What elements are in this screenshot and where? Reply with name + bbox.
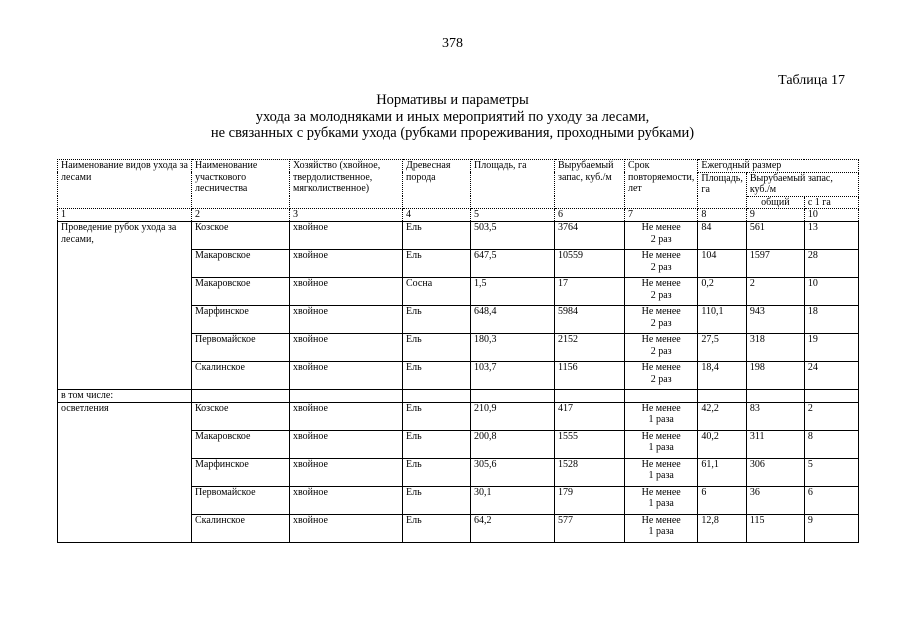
stock-cell: 17	[555, 277, 625, 305]
forestry-cell: Марфинское	[192, 305, 290, 333]
annual-area-cell: 42,2	[698, 402, 747, 430]
term-line: 2 раз	[650, 345, 672, 357]
annual-area-cell: 61,1	[698, 458, 747, 486]
area-cell: 180,3	[471, 333, 555, 361]
annual-total-cell: 1597	[746, 249, 804, 277]
column-number: 7	[625, 209, 698, 222]
stock-cell: 5984	[555, 305, 625, 333]
header-cell: Вырубаемый запас, куб./м	[746, 172, 858, 196]
header-cell: Срок повторяемости, лет	[625, 160, 698, 209]
area-cell: 30,1	[471, 486, 555, 514]
area-cell: 648,4	[471, 305, 555, 333]
species-cell: Ель	[403, 221, 471, 249]
header-cell: с 1 га	[804, 196, 858, 209]
term-line: 1 раза	[648, 470, 674, 482]
annual-per-ha-cell: 8	[804, 430, 858, 458]
term-line: 1 раза	[648, 442, 674, 454]
term-line: 2 раз	[650, 289, 672, 301]
annual-total-cell: 2	[746, 277, 804, 305]
area-cell: 200,8	[471, 430, 555, 458]
annual-area-cell: 40,2	[698, 430, 747, 458]
term-line: Не менее	[641, 402, 681, 414]
species-cell: Ель	[403, 249, 471, 277]
column-number: 2	[192, 209, 290, 222]
farm-cell: хвойное	[290, 249, 403, 277]
farm-cell: хвойное	[290, 486, 403, 514]
stock-cell: 1156	[555, 361, 625, 389]
term-line: 1 раза	[648, 526, 674, 538]
empty-cell	[192, 389, 290, 402]
forestry-cell: Первомайское	[192, 333, 290, 361]
column-number: 8	[698, 209, 747, 222]
empty-cell	[403, 389, 471, 402]
annual-area-cell: 110,1	[698, 305, 747, 333]
term-line: 2 раз	[650, 317, 672, 329]
farm-cell: хвойное	[290, 514, 403, 542]
table-row	[58, 402, 859, 430]
term-line: Не менее	[641, 430, 681, 442]
annual-total-cell: 943	[746, 305, 804, 333]
term-cell	[625, 361, 698, 389]
term-line: Не менее	[641, 361, 681, 373]
forestry-cell: Скалинское	[192, 514, 290, 542]
annual-area-cell: 104	[698, 249, 747, 277]
annual-total-cell: 318	[746, 333, 804, 361]
header-cell: Ежегодный размер	[698, 160, 859, 173]
term-cell	[625, 514, 698, 542]
term-line: 1 раза	[648, 414, 674, 426]
farm-cell: хвойное	[290, 305, 403, 333]
term-line: Не менее	[641, 305, 681, 317]
stock-cell: 179	[555, 486, 625, 514]
farm-cell: хвойное	[290, 430, 403, 458]
species-cell: Ель	[403, 514, 471, 542]
table-body	[58, 221, 859, 542]
farm-cell: хвойное	[290, 277, 403, 305]
term-line: Не менее	[641, 221, 681, 233]
annual-area-cell: 0,2	[698, 277, 747, 305]
column-number: 3	[290, 209, 403, 222]
term-line: Не менее	[641, 458, 681, 470]
annual-area-cell: 18,4	[698, 361, 747, 389]
annual-total-cell: 306	[746, 458, 804, 486]
annual-total-cell: 36	[746, 486, 804, 514]
annual-per-ha-cell: 28	[804, 249, 858, 277]
table-label: Таблица 17	[778, 73, 845, 88]
term-line: Не менее	[641, 486, 681, 498]
area-cell: 103,7	[471, 361, 555, 389]
species-cell: Ель	[403, 402, 471, 430]
column-number: 5	[471, 209, 555, 222]
stock-cell: 1528	[555, 458, 625, 486]
header-cell: Наименование участкового лесничества	[192, 160, 290, 209]
norms-table	[57, 159, 859, 543]
page-number: 378	[442, 36, 463, 51]
header-cell: Наименование видов ухода за лесами	[58, 160, 192, 209]
annual-area-cell: 6	[698, 486, 747, 514]
stock-cell: 1555	[555, 430, 625, 458]
annual-area-cell: 12,8	[698, 514, 747, 542]
empty-cell	[746, 389, 804, 402]
term-line: Не менее	[641, 277, 681, 289]
header-cell: Площадь, га	[471, 160, 555, 209]
annual-per-ha-cell: 2	[804, 402, 858, 430]
term-cell	[625, 249, 698, 277]
header-cell: общий	[746, 196, 804, 209]
term-line: Не менее	[641, 514, 681, 526]
annual-total-cell: 561	[746, 221, 804, 249]
farm-cell: хвойное	[290, 221, 403, 249]
header-cell: Вырубаемый запас, куб./м	[555, 160, 625, 209]
annual-area-cell: 84	[698, 221, 747, 249]
area-cell: 305,6	[471, 458, 555, 486]
species-cell: Сосна	[403, 277, 471, 305]
farm-cell: хвойное	[290, 458, 403, 486]
title-line: Нормативы и параметры	[376, 92, 529, 108]
forestry-cell: Макаровское	[192, 277, 290, 305]
header-cell: Древесная порода	[403, 160, 471, 209]
forestry-cell: Козское	[192, 221, 290, 249]
column-number: 1	[58, 209, 192, 222]
empty-cell	[471, 389, 555, 402]
term-cell	[625, 277, 698, 305]
annual-total-cell: 115	[746, 514, 804, 542]
table-header	[58, 160, 859, 222]
annual-total-cell: 198	[746, 361, 804, 389]
annual-per-ha-cell: 5	[804, 458, 858, 486]
empty-cell	[804, 389, 858, 402]
header-cell: Площадь, га	[698, 172, 747, 209]
empty-cell	[698, 389, 747, 402]
term-line: 2 раз	[650, 233, 672, 245]
farm-cell: хвойное	[290, 402, 403, 430]
term-cell	[625, 486, 698, 514]
term-line: 2 раз	[650, 261, 672, 273]
species-cell: Ель	[403, 458, 471, 486]
annual-per-ha-cell: 13	[804, 221, 858, 249]
species-cell: Ель	[403, 361, 471, 389]
table-title	[0, 92, 905, 142]
column-number: 10	[804, 209, 858, 222]
subheading-row	[58, 389, 859, 402]
species-cell: Ель	[403, 333, 471, 361]
term-line: Не менее	[641, 249, 681, 261]
species-cell: Ель	[403, 486, 471, 514]
term-cell	[625, 221, 698, 249]
header-cell: Хозяйство (хвойное, твердолиственное, мягколиственное)	[290, 160, 403, 209]
forestry-cell: Первомайское	[192, 486, 290, 514]
subheading-cell: в том числе:	[58, 389, 192, 402]
term-cell	[625, 430, 698, 458]
area-cell: 647,5	[471, 249, 555, 277]
term-cell	[625, 402, 698, 430]
area-cell: 1,5	[471, 277, 555, 305]
area-cell: 503,5	[471, 221, 555, 249]
farm-cell: хвойное	[290, 361, 403, 389]
term-cell	[625, 458, 698, 486]
empty-cell	[555, 389, 625, 402]
annual-per-ha-cell: 6	[804, 486, 858, 514]
title-line: ухода за молодняками и иных мероприятий по уходу за лесами,	[255, 108, 650, 125]
section-name-cell: осветления	[58, 402, 192, 542]
stock-cell: 577	[555, 514, 625, 542]
forestry-cell: Скалинское	[192, 361, 290, 389]
annual-per-ha-cell: 10	[804, 277, 858, 305]
farm-cell: хвойное	[290, 333, 403, 361]
stock-cell: 3764	[555, 221, 625, 249]
term-line: 1 раза	[648, 498, 674, 510]
stock-cell: 10559	[555, 249, 625, 277]
annual-area-cell: 27,5	[698, 333, 747, 361]
column-number: 9	[746, 209, 804, 222]
column-number: 6	[555, 209, 625, 222]
annual-per-ha-cell: 18	[804, 305, 858, 333]
area-cell: 64,2	[471, 514, 555, 542]
empty-cell	[290, 389, 403, 402]
stock-cell: 417	[555, 402, 625, 430]
annual-total-cell: 83	[746, 402, 804, 430]
forestry-cell: Макаровское	[192, 249, 290, 277]
term-line: Не менее	[641, 333, 681, 345]
term-line: 2 раз	[650, 373, 672, 385]
stock-cell: 2152	[555, 333, 625, 361]
forestry-cell: Макаровское	[192, 430, 290, 458]
term-cell	[625, 333, 698, 361]
term-cell	[625, 305, 698, 333]
annual-per-ha-cell: 9	[804, 514, 858, 542]
annual-per-ha-cell: 19	[804, 333, 858, 361]
species-cell: Ель	[403, 430, 471, 458]
annual-per-ha-cell: 24	[804, 361, 858, 389]
title-line: не связанных с рубками ухода (рубками прореживания, проходными рубками)	[210, 125, 695, 141]
column-number: 4	[403, 209, 471, 222]
area-cell: 210,9	[471, 402, 555, 430]
forestry-cell: Марфинское	[192, 458, 290, 486]
empty-cell	[625, 389, 698, 402]
species-cell: Ель	[403, 305, 471, 333]
forestry-cell: Козское	[192, 402, 290, 430]
table-row	[58, 221, 859, 249]
annual-total-cell: 311	[746, 430, 804, 458]
section-name-cell: Проведение рубок ухода за лесами,	[58, 221, 192, 389]
